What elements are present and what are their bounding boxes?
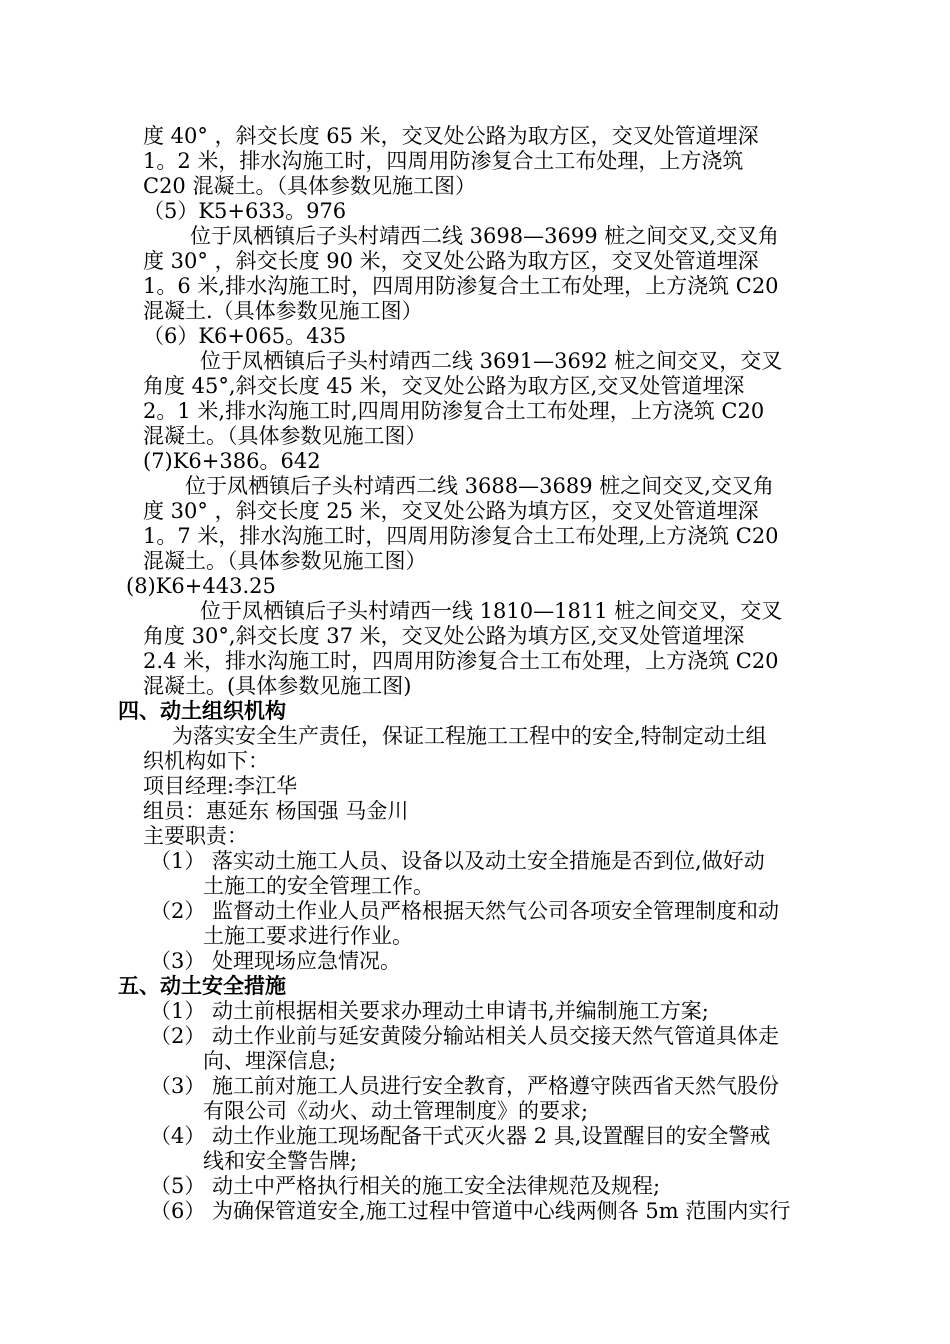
text-line: 向、埋深信息; (203, 1049, 337, 1073)
text-line: 角度 45°,斜交长度 45 米，交叉处公路为取方区,交叉处管道埋深 (143, 374, 745, 398)
list-item: （2） 监督动土作业人员严格根据天然气公司各项安全管理制度和动 (150, 899, 780, 923)
list-item: （4） 动土作业施工现场配备干式灭火器 2 具,设置醒目的安全警戒 (150, 1124, 771, 1148)
text-line: 2。1 米,排水沟施工时,四周用防渗复合土工布处理，上方浇筑 C20 (143, 399, 765, 423)
text-line: 2.4 米，排水沟施工时，四周用防渗复合土工布处理，上方浇筑 C20 (143, 649, 779, 673)
list-item: （1） 落实动土施工人员、设备以及动土安全措施是否到位,做好动 (150, 849, 765, 873)
text-line: 度 40° ，斜交长度 65 米，交叉处公路为取方区，交叉处管道埋深 (143, 124, 759, 148)
text-line: 有限公司《动火、动土管理制度》的要求; (203, 1099, 589, 1123)
text-line: 1。6 米,排水沟施工时，四周用防渗复合土工布处理，上方浇筑 C20 (143, 274, 779, 298)
text-line: 土施工的安全管理工作。 (203, 874, 434, 898)
text-line: 织机构如下： (143, 749, 269, 773)
text-line: 混凝土。（具体参数见施工图） (143, 549, 427, 573)
text-line: 混凝土.（具体参数见施工图） (143, 299, 423, 323)
text-line: 度 30° ，斜交长度 90 米，交叉处公路为取方区，交叉处管道埋深 (143, 249, 759, 273)
list-item: （2） 动土作业前与延安黄陵分输站相关人员交接天然气管道具体走 (150, 1024, 780, 1048)
text-line: 角度 30°,斜交长度 37 米，交叉处公路为填方区,交叉处管道埋深 (143, 624, 745, 648)
list-item: （1） 动土前根据相关要求办理动土申请书,并编制施工方案; (150, 999, 709, 1023)
text-line: 土施工要求进行作业。 (203, 924, 413, 948)
item-heading: (7)K6+386。642 (143, 449, 321, 473)
text-line: 度 30° ，斜交长度 25 米，交叉处公路为填方区，交叉处管道埋深 (143, 499, 759, 523)
list-item: （3） 施工前对施工人员进行安全教育，严格遵守陕西省天然气股份 (150, 1074, 780, 1098)
text-line: 组员：惠延东 杨国强 马金川 (143, 799, 409, 823)
text-line: 1。7 米，排水沟施工时，四周用防渗复合土工布处理,上方浇筑 C20 (143, 524, 779, 548)
text-line: 位于凤栖镇后子头村靖西一线 1810—1811 桩之间交叉，交叉 (200, 599, 783, 623)
text-line: 项目经理:李江华 (143, 774, 298, 798)
text-line: 位于凤栖镇后子头村靖西二线 3688—3689 桩之间交叉,交叉角 (185, 474, 774, 498)
item-heading: （5）K5+633。976 (143, 199, 347, 223)
text-line: 位于凤栖镇后子头村靖西二线 3698—3699 桩之间交叉,交叉角 (190, 224, 779, 248)
item-heading: (8)K6+443.25 (126, 574, 276, 598)
list-item: （6） 为确保管道安全,施工过程中管道中心线两侧各 5m 范围内实行 (150, 1199, 791, 1223)
text-line: 为落实安全生产责任，保证工程施工工程中的安全,特制定动土组 (172, 724, 767, 748)
text-line: 主要职责： (143, 824, 248, 848)
text-line: 线和安全警告牌; (203, 1149, 358, 1173)
section-heading: 五、动土安全措施 (118, 974, 286, 998)
list-item: （3） 处理现场应急情况。 (150, 949, 402, 973)
text-line: 混凝土。（具体参数见施工图） (143, 424, 427, 448)
text-line: 1。2 米，排水沟施工时，四周用防渗复合土工布处理，上方浇筑 (143, 149, 744, 173)
text-line: 位于凤栖镇后子头村靖西二线 3691—3692 桩之间交叉，交叉 (200, 349, 783, 373)
item-heading: （6）K6+065。435 (143, 324, 347, 348)
section-heading: 四、动土组织机构 (118, 699, 286, 723)
list-item: （5） 动土中严格执行相关的施工安全法律规范及规程; (150, 1174, 661, 1198)
text-line: C20 混凝土。（具体参数见施工图） (143, 174, 476, 198)
text-line: 混凝土。(具体参数见施工图) (143, 674, 412, 698)
